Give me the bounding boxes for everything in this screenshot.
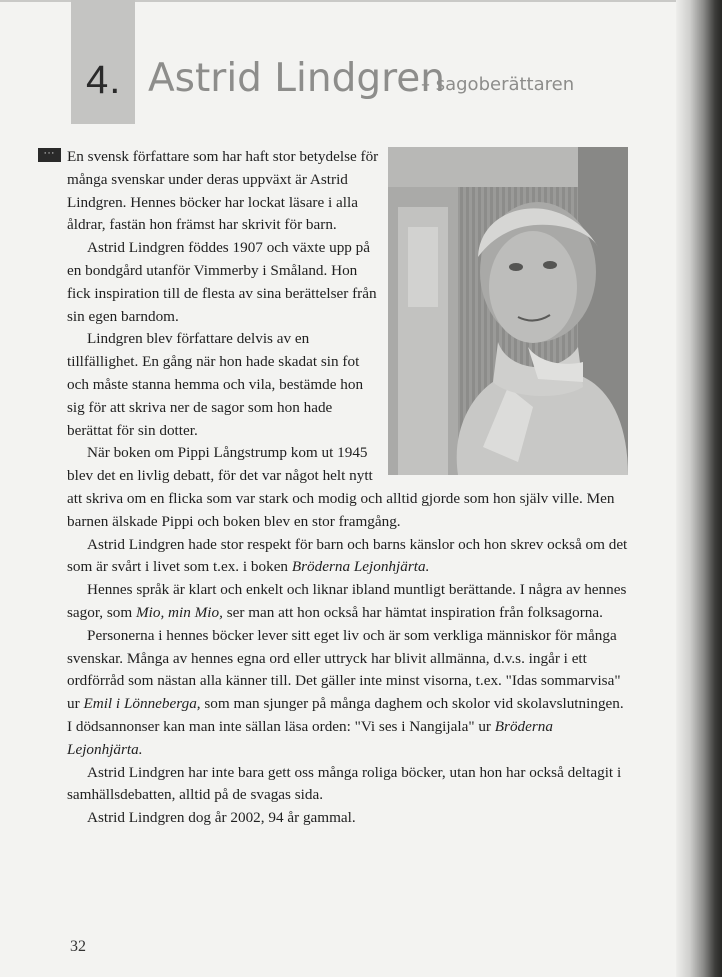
photo-spacer	[380, 146, 630, 479]
chapter-subtitle: – sagoberättaren	[421, 74, 575, 95]
paragraph-6	[67, 579, 630, 625]
paragraph-5	[67, 534, 630, 580]
paragraph-6-text-a: Hennes språk är klart och enkelt och liknar ibland muntligt berättande. I några av hennes sagor, som	[67, 581, 627, 621]
paragraph-7-text-a: Personerna i hennes böcker lever sitt eget liv och är som verkliga människor för många svenskar. Många av hennes egna ord eller uttryck har blivit allmänna, d.v.s. ingår i ett ordförråd som nästan alla känner till. Det gäller inte minst visorna, t.ex. "Idas sommarvisa" ur	[67, 626, 621, 713]
paragraph-7	[67, 625, 630, 762]
page-number: 32	[70, 938, 86, 955]
paragraph-7-text-b: , som man sjunger på många daghem och skolor vid skolavslutningen. I dödsannonser kan man inte sällan läsa orden: "Vi ses i Nangijala" ur	[67, 695, 624, 735]
book-title-brodernas: Bröderna Lejonhjärta.	[291, 558, 430, 576]
book-spine-shadow	[676, 0, 722, 977]
paragraph-2: Astrid Lindgren föddes 1907 och växte upp på en bondgård utanför Vimmerby i Småland. Hon fick inspiration till de flesta av sina berättelser från sin egen barndom.	[67, 239, 377, 325]
paragraph-1: En svensk författare som har haft stor betydelse för många svenskar under deras uppväxt är Astrid Lindgren. Hennes böcker har lockat läsare i alla åldrar, fastän hon främst har skrivit för barn.	[67, 148, 379, 234]
chapter-number: 4.	[86, 58, 122, 102]
paragraph-3: Lindgren blev författare delvis av en tillfällighet. En gång när hon hade skadat sin fot och måste stanna hemma och vila, bestämde hon sig för att skriva ner de sagor som hon hade berättat för sin dotter.	[67, 330, 364, 439]
paragraph-4: När boken om Pippi Långstrump kom ut 1945 blev det en livlig debatt, för det var något helt nytt att skriva om en flicka som var stark och modig och alltid gjorde som hon själv ville. Men barnen älskade Pippi och boken blev en stor framgång.	[67, 444, 615, 530]
paragraph-9: Astrid Lindgren dog år 2002, 94 år gammal.	[87, 809, 356, 827]
paragraph-8: Astrid Lindgren har inte bara gett oss många roliga böcker, utan hon har också deltagit i samhällsdebatten, alltid på de svagas sida.	[67, 763, 622, 804]
paragraph-6-text-b: ser man att hon också har hämtat inspiration från folksagorna.	[222, 603, 603, 621]
audio-track-icon: ···	[38, 148, 61, 162]
book-title-lejonhjarta: Bröderna Lejonhjärta.	[67, 717, 553, 758]
book-title-mio: Mio, min Mio,	[136, 603, 223, 621]
article-body	[67, 146, 630, 830]
paragraph-5-text: Astrid Lindgren hade stor respekt för barn och barns känslor och hon skrev också om det som är svårt i livet som t.ex. i boken	[67, 535, 628, 576]
book-title-emil: Emil i Lönneberga	[83, 695, 197, 713]
chapter-title: Astrid Lindgren	[148, 56, 445, 101]
